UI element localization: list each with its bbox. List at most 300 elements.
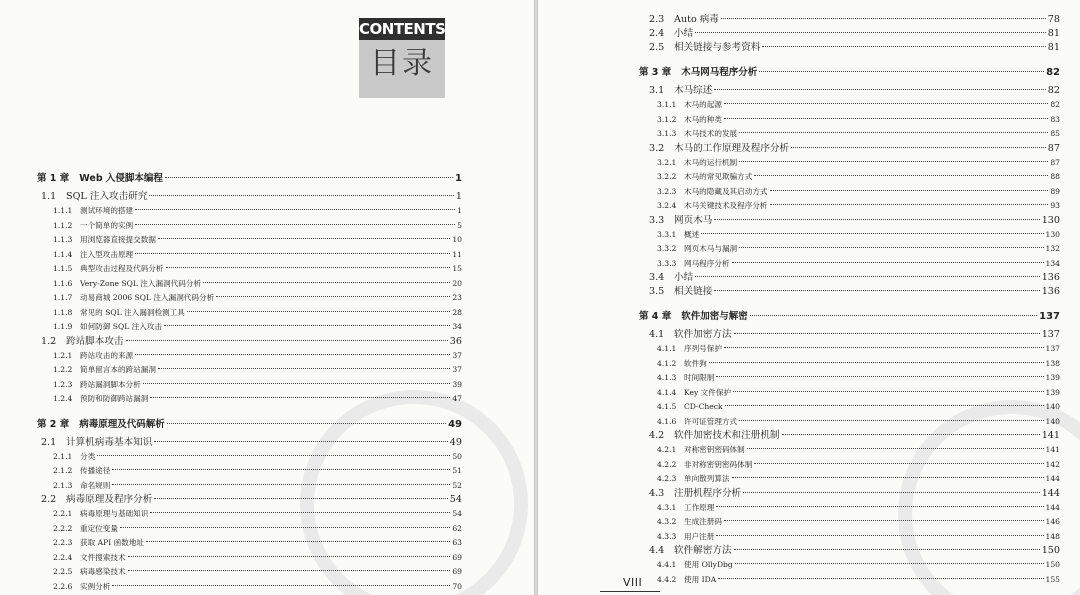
toc-entry-number: 1.2.3: [53, 379, 73, 389]
toc-dot-leader: [146, 541, 450, 542]
toc-section-entry[interactable]: [538, 271, 1060, 285]
toc-dot-leader: [759, 71, 1044, 72]
toc-entry-title: 典型攻击过程及代码分析: [80, 264, 164, 273]
toc-entry-title: 工作原理: [684, 502, 715, 512]
toc-section-entry[interactable]: [538, 84, 1060, 98]
toc-entry-title: CD-Check: [684, 402, 723, 411]
toc-dot-leader: [187, 311, 451, 312]
toc-entry-title: 木马的隐藏及其启动方式: [684, 186, 768, 196]
toc-entry-title: 木马技术的发展: [684, 129, 738, 138]
toc-entry-number: 3.3.2: [657, 244, 677, 253]
toc-entry-number: 2.2.2: [53, 523, 73, 533]
toc-entry-title: 注册机程序分析: [674, 487, 742, 499]
toc-entry-title: 网页木马与漏洞: [684, 244, 738, 253]
toc-entry-page: 141: [1045, 445, 1060, 454]
toc-section-entry[interactable]: [0, 204, 462, 219]
contents-chinese-title: 目录: [370, 46, 434, 81]
toc-section-entry[interactable]: [0, 262, 462, 277]
toc-section-entry[interactable]: [538, 573, 1060, 588]
toc-entry-page: 150: [1045, 560, 1060, 569]
toc-entry-page: 81: [1047, 28, 1060, 39]
contents-english-label: CONTENTS: [359, 20, 446, 38]
toc-entry-number: 4.2.3: [657, 474, 677, 483]
toc-entry-page: 1: [457, 206, 462, 215]
toc-section-entry[interactable]: [0, 306, 462, 321]
toc-section-entry[interactable]: [538, 156, 1060, 171]
toc-dot-leader: [724, 347, 1044, 348]
toc-entry-page: 140: [1045, 416, 1060, 426]
toc-dot-leader: [750, 315, 1037, 316]
toc-entry-number: 4.1.6: [657, 416, 677, 426]
toc-section-entry[interactable]: [538, 544, 1060, 558]
toc-dot-leader: [733, 391, 1043, 392]
toc-dot-leader: [128, 570, 451, 571]
toc-dot-leader: [716, 535, 1043, 536]
toc-dot-leader: [695, 32, 1046, 33]
toc-entry-page: 137: [1045, 344, 1060, 353]
toc-dot-leader: [701, 233, 1043, 234]
toc-entry-title: SQL 注入攻击研究: [66, 191, 148, 202]
toc-entry-page: 10: [452, 235, 462, 244]
toc-entry-title: 如何防御 SQL 注入攻击: [80, 322, 163, 331]
toc-entry-title: 网页木马: [674, 214, 713, 226]
toc-entry-title: 非对称密钥密码体制: [684, 459, 753, 469]
toc-dot-leader: [716, 376, 1043, 377]
toc-entry-page: 144: [1041, 487, 1060, 499]
toc-section-entry[interactable]: [538, 386, 1060, 401]
toc-entry-page: 54: [452, 509, 462, 518]
toc-dot-leader: [732, 262, 1044, 263]
toc-dot-leader: [709, 362, 1044, 363]
toc-entry-number: 4.3: [649, 487, 665, 499]
toc-entry-page: 11: [452, 249, 462, 259]
toc-entry-page: 69: [452, 552, 462, 562]
toc-section-entry[interactable]: [0, 551, 462, 566]
toc-entry-number: 4.1.1: [657, 344, 677, 353]
toc-section-entry[interactable]: [538, 357, 1060, 372]
toc-entry-page: 37: [452, 350, 462, 360]
toc-entry-page: 146: [1045, 517, 1060, 526]
toc-entry-number: 3.1: [649, 85, 665, 96]
toc-section-entry[interactable]: [0, 507, 462, 522]
toc-section-entry[interactable]: [538, 501, 1060, 516]
toc-dot-leader: [747, 448, 1044, 449]
toc-entry-number: 第 4 章: [639, 311, 672, 322]
toc-entry-title: 传播途径: [80, 466, 111, 475]
toc-entry-title: 病毒原理及代码解析: [79, 418, 165, 430]
toc-entry-number: 2.2.5: [53, 567, 73, 576]
toc-entry-page: 88: [1050, 172, 1060, 181]
toc-dot-leader: [135, 354, 450, 355]
toc-entry-number: 2.2.4: [53, 552, 73, 562]
toc-dot-leader: [724, 118, 1048, 119]
toc-chapter-entry[interactable]: [538, 61, 1060, 84]
toc-entry-number: 3.2.1: [657, 157, 677, 167]
toc-list-left: [0, 167, 462, 594]
toc-entry-page: 49: [448, 418, 462, 430]
toc-entry-title: Very-Zone SQL 注入漏洞代码分析: [80, 278, 202, 288]
toc-entry-title: 文件搜索技术: [80, 552, 126, 562]
toc-entry-number: 第 3 章: [639, 67, 672, 78]
toc-section-entry[interactable]: [538, 285, 1060, 299]
toc-entry-title: 软件加密方法: [674, 329, 732, 340]
toc-entry-page: 85: [1050, 129, 1060, 138]
toc-entry-number: 4.3.1: [657, 502, 677, 512]
toc-entry-title: 常见的 SQL 注入漏洞检测工具: [80, 307, 185, 317]
toc-entry-title: 木马的常见欺骗方式: [684, 172, 753, 181]
toc-entry-title: 动易商城 2006 SQL 注入漏洞代码分析: [80, 293, 215, 302]
toc-entry-title: 跨站脚本攻击: [66, 335, 124, 347]
toc-entry-page: 47: [452, 394, 462, 403]
toc-entry-title: 跨站漏洞脚本分析: [80, 379, 141, 389]
toc-entry-number: 1.1.8: [53, 307, 73, 317]
toc-dot-leader: [739, 247, 1043, 248]
toc-dot-leader: [762, 46, 1045, 47]
toc-section-entry[interactable]: [0, 479, 462, 494]
toc-entry-number: 4.4: [649, 545, 665, 556]
toc-dot-leader: [97, 455, 450, 456]
toc-entry-page: 93: [1050, 201, 1060, 210]
toc-entry-page: 82: [1046, 67, 1060, 78]
toc-section-entry[interactable]: [0, 580, 462, 595]
toc-section-entry[interactable]: [538, 443, 1060, 458]
toc-entry-page: 130: [1041, 214, 1060, 226]
toc-entry-number: 4.1: [649, 329, 665, 340]
toc-entry-page: 5: [457, 220, 462, 230]
toc-entry-page: 132: [1045, 244, 1060, 253]
toc-entry-number: 1.1.6: [53, 278, 73, 288]
toc-section-entry[interactable]: [538, 170, 1060, 185]
toc-entry-page: 50: [452, 451, 462, 461]
toc-entry-page: 150: [1041, 545, 1060, 556]
toc-entry-page: 138: [1045, 358, 1060, 368]
toc-section-entry[interactable]: [0, 392, 462, 407]
toc-entry-title: 木马的工作原理及程序分析: [674, 142, 790, 154]
toc-dot-leader: [128, 556, 451, 557]
toc-entry-title: 软件加密技术和注册机制: [674, 430, 780, 441]
toc-entry-page: 155: [1045, 574, 1060, 584]
toc-section-entry[interactable]: [538, 228, 1060, 243]
contents-heading-box: [359, 18, 445, 98]
toc-entry-title: 病毒感染技术: [80, 567, 126, 576]
toc-entry-title: 分类: [80, 451, 96, 461]
toc-entry-title: 注入型攻击原理: [80, 249, 134, 259]
toc-entry-number: 1.1: [41, 191, 57, 202]
toc-section-entry[interactable]: [538, 415, 1060, 430]
toc-dot-leader: [714, 290, 1039, 291]
toc-entry-page: 137: [1039, 311, 1060, 322]
toc-entry-number: 2.1.2: [53, 466, 73, 475]
toc-entry-number: 4.3.2: [657, 517, 677, 526]
toc-entry-number: 1.2.4: [53, 394, 73, 403]
toc-entry-page: 140: [1045, 402, 1060, 411]
toc-dot-leader: [695, 276, 1040, 277]
toc-section-entry[interactable]: [538, 185, 1060, 200]
toc-entry-number: 1.2: [41, 335, 57, 347]
toc-section-entry[interactable]: [538, 487, 1060, 501]
toc-entry-page: 62: [452, 523, 462, 533]
toc-section-entry[interactable]: [0, 335, 462, 349]
toc-entry-page: 37: [452, 365, 462, 374]
toc-dot-leader: [739, 132, 1048, 133]
toc-section-entry[interactable]: [538, 472, 1060, 487]
toc-entry-number: 2.5: [649, 42, 665, 53]
toc-entry-number: 3.3.1: [657, 229, 677, 239]
toc-entry-number: 2.2: [41, 494, 57, 505]
toc-entry-title: 概述: [684, 229, 700, 239]
toc-section-entry[interactable]: [0, 277, 462, 292]
toc-entry-page: 1: [455, 173, 462, 184]
toc-dot-leader: [149, 195, 453, 196]
toc-entry-page: 49: [449, 436, 462, 448]
toc-dot-leader: [739, 420, 1043, 421]
toc-entry-title: 单向散列算法: [684, 474, 730, 483]
toc-entry-number: 4.1.4: [657, 387, 677, 397]
toc-section-entry[interactable]: [0, 190, 462, 204]
toc-section-entry[interactable]: [538, 342, 1060, 357]
toc-entry-title: 重定位变量: [80, 523, 118, 533]
toc-section-entry[interactable]: [0, 536, 462, 551]
toc-entry-title: 病毒原理及程序分析: [66, 494, 153, 505]
toc-dot-leader: [732, 477, 1044, 478]
toc-entry-number: 4.2: [649, 430, 665, 441]
toc-entry-page: 87: [1047, 142, 1060, 154]
toc-entry-page: 70: [452, 581, 462, 591]
toc-entry-number: 1.1.2: [53, 220, 73, 230]
toc-chapter-entry[interactable]: [0, 167, 462, 190]
toc-section-entry[interactable]: [538, 214, 1060, 228]
toc-entry-number: 3.5: [649, 286, 665, 297]
toc-section-entry[interactable]: [538, 242, 1060, 257]
toc-entry-number: 4.1.3: [657, 373, 677, 382]
toc-entry-page: 130: [1045, 229, 1060, 239]
toc-dot-leader: [770, 190, 1049, 191]
toc-dot-leader: [716, 506, 1043, 507]
toc-entry-number: 1.1.9: [53, 322, 73, 331]
toc-entry-page: 136: [1041, 272, 1060, 283]
toc-section-entry[interactable]: [0, 436, 462, 450]
toc-entry-page: 82: [1050, 100, 1060, 109]
toc-dot-leader: [734, 549, 1040, 550]
toc-dot-leader: [734, 333, 1040, 334]
toc-entry-title: 木马的运行机制: [684, 157, 738, 167]
toc-entry-number: 1.2.2: [53, 365, 73, 374]
toc-entry-page: 15: [452, 264, 462, 273]
toc-dot-leader: [154, 498, 447, 499]
toc-entry-title: 计算机病毒基本知识: [66, 436, 153, 448]
toc-entry-title: 木马的种类: [684, 114, 722, 124]
toc-entry-title: 相关链接与参考资料: [674, 42, 761, 53]
toc-entry-page: 1: [455, 191, 462, 202]
toc-entry-page: 23: [452, 293, 462, 302]
toc-entry-title: Web 入侵脚本编程: [79, 173, 163, 184]
toc-chapter-entry[interactable]: [538, 305, 1060, 328]
toc-dot-leader: [135, 209, 455, 210]
toc-dot-leader: [724, 103, 1048, 104]
toc-section-entry[interactable]: [0, 565, 462, 580]
toc-dot-leader: [158, 238, 450, 239]
toc-section-entry[interactable]: [538, 199, 1060, 214]
toc-entry-page: 139: [1045, 373, 1060, 382]
toc-section-entry[interactable]: [538, 530, 1060, 545]
toc-entry-title: 木马综述: [674, 85, 713, 96]
toc-dot-leader: [164, 325, 450, 326]
toc-section-entry[interactable]: [538, 127, 1060, 142]
toc-entry-number: 1.1.7: [53, 293, 73, 302]
toc-entry-page: 20: [452, 278, 462, 288]
toc-entry-page: 78: [1047, 14, 1060, 25]
toc-dot-leader: [714, 89, 1045, 90]
toc-entry-number: 3.1.3: [657, 129, 677, 138]
toc-entry-title: 简单留言本的跨站漏洞: [80, 365, 156, 374]
toc-entry-number: 1.2.1: [53, 350, 73, 360]
toc-entry-number: 3.2.3: [657, 186, 677, 196]
toc-entry-number: 4.4.1: [657, 560, 677, 569]
toc-section-entry[interactable]: [538, 429, 1060, 443]
toc-entry-number: 2.2.3: [53, 538, 73, 547]
toc-dot-leader: [782, 434, 1040, 435]
toc-section-entry[interactable]: [0, 363, 462, 378]
toc-dot-leader: [158, 368, 450, 369]
toc-dot-leader: [770, 204, 1049, 205]
toc-entry-number: 3.2.4: [657, 201, 677, 210]
toc-entry-number: 3.4: [649, 272, 665, 283]
toc-section-entry[interactable]: [538, 515, 1060, 530]
toc-entry-title: 相关链接: [674, 286, 713, 297]
toc-entry-page: 148: [1045, 531, 1060, 541]
toc-entry-number: 3.3.3: [657, 258, 677, 268]
toc-entry-title: 测试环境的搭建: [80, 206, 134, 215]
toc-entry-number: 4.1.5: [657, 402, 677, 411]
toc-section-entry[interactable]: [0, 450, 462, 465]
toc-dot-leader: [167, 423, 446, 424]
toc-entry-title: 木马关键技术及程序分析: [684, 201, 768, 210]
toc-dot-leader: [154, 441, 447, 442]
toc-entry-number: 3.3: [649, 214, 665, 226]
toc-entry-title: 软件解密方法: [674, 545, 732, 556]
toc-entry-page: 137: [1041, 329, 1060, 340]
toc-section-entry[interactable]: [538, 257, 1060, 272]
toc-entry-page: 144: [1045, 502, 1060, 512]
right-page: [538, 0, 1080, 595]
toc-entry-page: 63: [452, 538, 462, 547]
page-number: VIII: [623, 576, 643, 589]
toc-section-entry[interactable]: [538, 400, 1060, 415]
toc-entry-title: 实例分析: [80, 581, 111, 591]
toc-entry-title: Auto 病毒: [674, 14, 719, 25]
toc-entry-page: 36: [449, 335, 462, 347]
toc-section-entry[interactable]: [0, 291, 462, 306]
toc-entry-title: 序列号保护: [684, 344, 722, 353]
toc-entry-title: 木马网马程序分析: [681, 67, 758, 78]
toc-entry-title: 软件加密与解密: [681, 311, 748, 322]
toc-section-entry[interactable]: [538, 458, 1060, 473]
toc-entry-number: 1.1.4: [53, 249, 73, 259]
toc-section-entry[interactable]: [538, 41, 1060, 55]
toc-section-entry[interactable]: [0, 522, 462, 537]
toc-entry-page: 54: [449, 494, 462, 505]
toc-section-entry[interactable]: [0, 378, 462, 393]
toc-entry-number: 1.1.1: [53, 206, 73, 215]
toc-entry-number: 2.2.6: [53, 581, 73, 591]
toc-entry-number: 2.1.1: [53, 451, 73, 461]
toc-entry-number: 1.1.3: [53, 235, 73, 244]
toc-entry-number: 4.2.2: [657, 459, 677, 469]
toc-entry-page: 69: [452, 567, 462, 576]
toc-entry-number: 4.4.2: [657, 574, 677, 584]
toc-entry-number: 3.2.2: [657, 172, 677, 181]
toc-entry-title: 命名规则: [80, 480, 111, 490]
toc-entry-title: 小结: [674, 272, 694, 283]
toc-entry-page: 82: [1047, 85, 1060, 96]
toc-chapter-entry[interactable]: [0, 413, 462, 436]
toc-dot-leader: [135, 253, 450, 254]
toc-section-entry[interactable]: [538, 13, 1060, 27]
toc-entry-number: 2.1.3: [53, 480, 73, 490]
toc-section-entry[interactable]: [538, 27, 1060, 41]
toc-entry-title: 软件狗: [684, 358, 707, 368]
toc-entry-title: 时间限制: [684, 373, 715, 382]
toc-entry-number: 3.2: [649, 142, 665, 154]
toc-dot-leader: [754, 175, 1048, 176]
toc-dot-leader: [126, 340, 448, 341]
toc-section-entry[interactable]: [0, 248, 462, 263]
toc-section-entry[interactable]: [0, 493, 462, 507]
toc-section-entry[interactable]: [538, 113, 1060, 128]
toc-section-entry[interactable]: [0, 219, 462, 234]
toc-entry-title: Key 文件保护: [684, 387, 732, 397]
toc-entry-title: 对称密钥密码体制: [684, 445, 745, 454]
toc-entry-page: 51: [452, 466, 462, 475]
toc-entry-number: 4.3.3: [657, 531, 677, 541]
toc-dot-leader: [714, 219, 1039, 220]
toc-entry-title: 许可证管理方式: [684, 416, 738, 426]
toc-dot-leader: [120, 527, 450, 528]
page-number-rule: [600, 591, 660, 592]
toc-entry-number: 第 1 章: [37, 173, 70, 184]
toc-entry-title: 生成注册码: [684, 517, 722, 526]
toc-section-entry[interactable]: [0, 464, 462, 479]
toc-section-entry[interactable]: [0, 349, 462, 364]
toc-dot-leader: [791, 147, 1046, 148]
toc-dot-leader: [112, 585, 450, 586]
toc-dot-leader: [150, 397, 450, 398]
toc-entry-number: 2.4: [649, 28, 665, 39]
toc-dot-leader: [112, 484, 450, 485]
toc-entry-number: 1.1.5: [53, 264, 73, 273]
toc-dot-leader: [739, 161, 1048, 162]
toc-section-entry[interactable]: [0, 233, 462, 248]
toc-section-entry[interactable]: [0, 320, 462, 335]
toc-entry-title: 木马的起源: [684, 100, 722, 109]
toc-dot-leader: [754, 463, 1043, 464]
toc-dot-leader: [216, 296, 450, 297]
toc-dot-leader: [166, 267, 451, 268]
toc-section-entry[interactable]: [538, 371, 1060, 386]
toc-entry-title: 一个简单的实例: [80, 220, 134, 230]
toc-entry-number: 2.1: [41, 436, 57, 448]
toc-entry-page: 52: [452, 480, 462, 490]
toc-section-entry[interactable]: [538, 328, 1060, 342]
toc-entry-page: 87: [1050, 157, 1060, 167]
toc-entry-title: 用浏览器直接提交数据: [80, 235, 156, 244]
toc-dot-leader: [165, 177, 453, 178]
toc-section-entry[interactable]: [538, 558, 1060, 573]
toc-section-entry[interactable]: [538, 142, 1060, 156]
toc-section-entry[interactable]: [538, 98, 1060, 113]
toc-entry-page: 81: [1047, 42, 1060, 53]
toc-entry-number: 2.2.1: [53, 509, 73, 518]
